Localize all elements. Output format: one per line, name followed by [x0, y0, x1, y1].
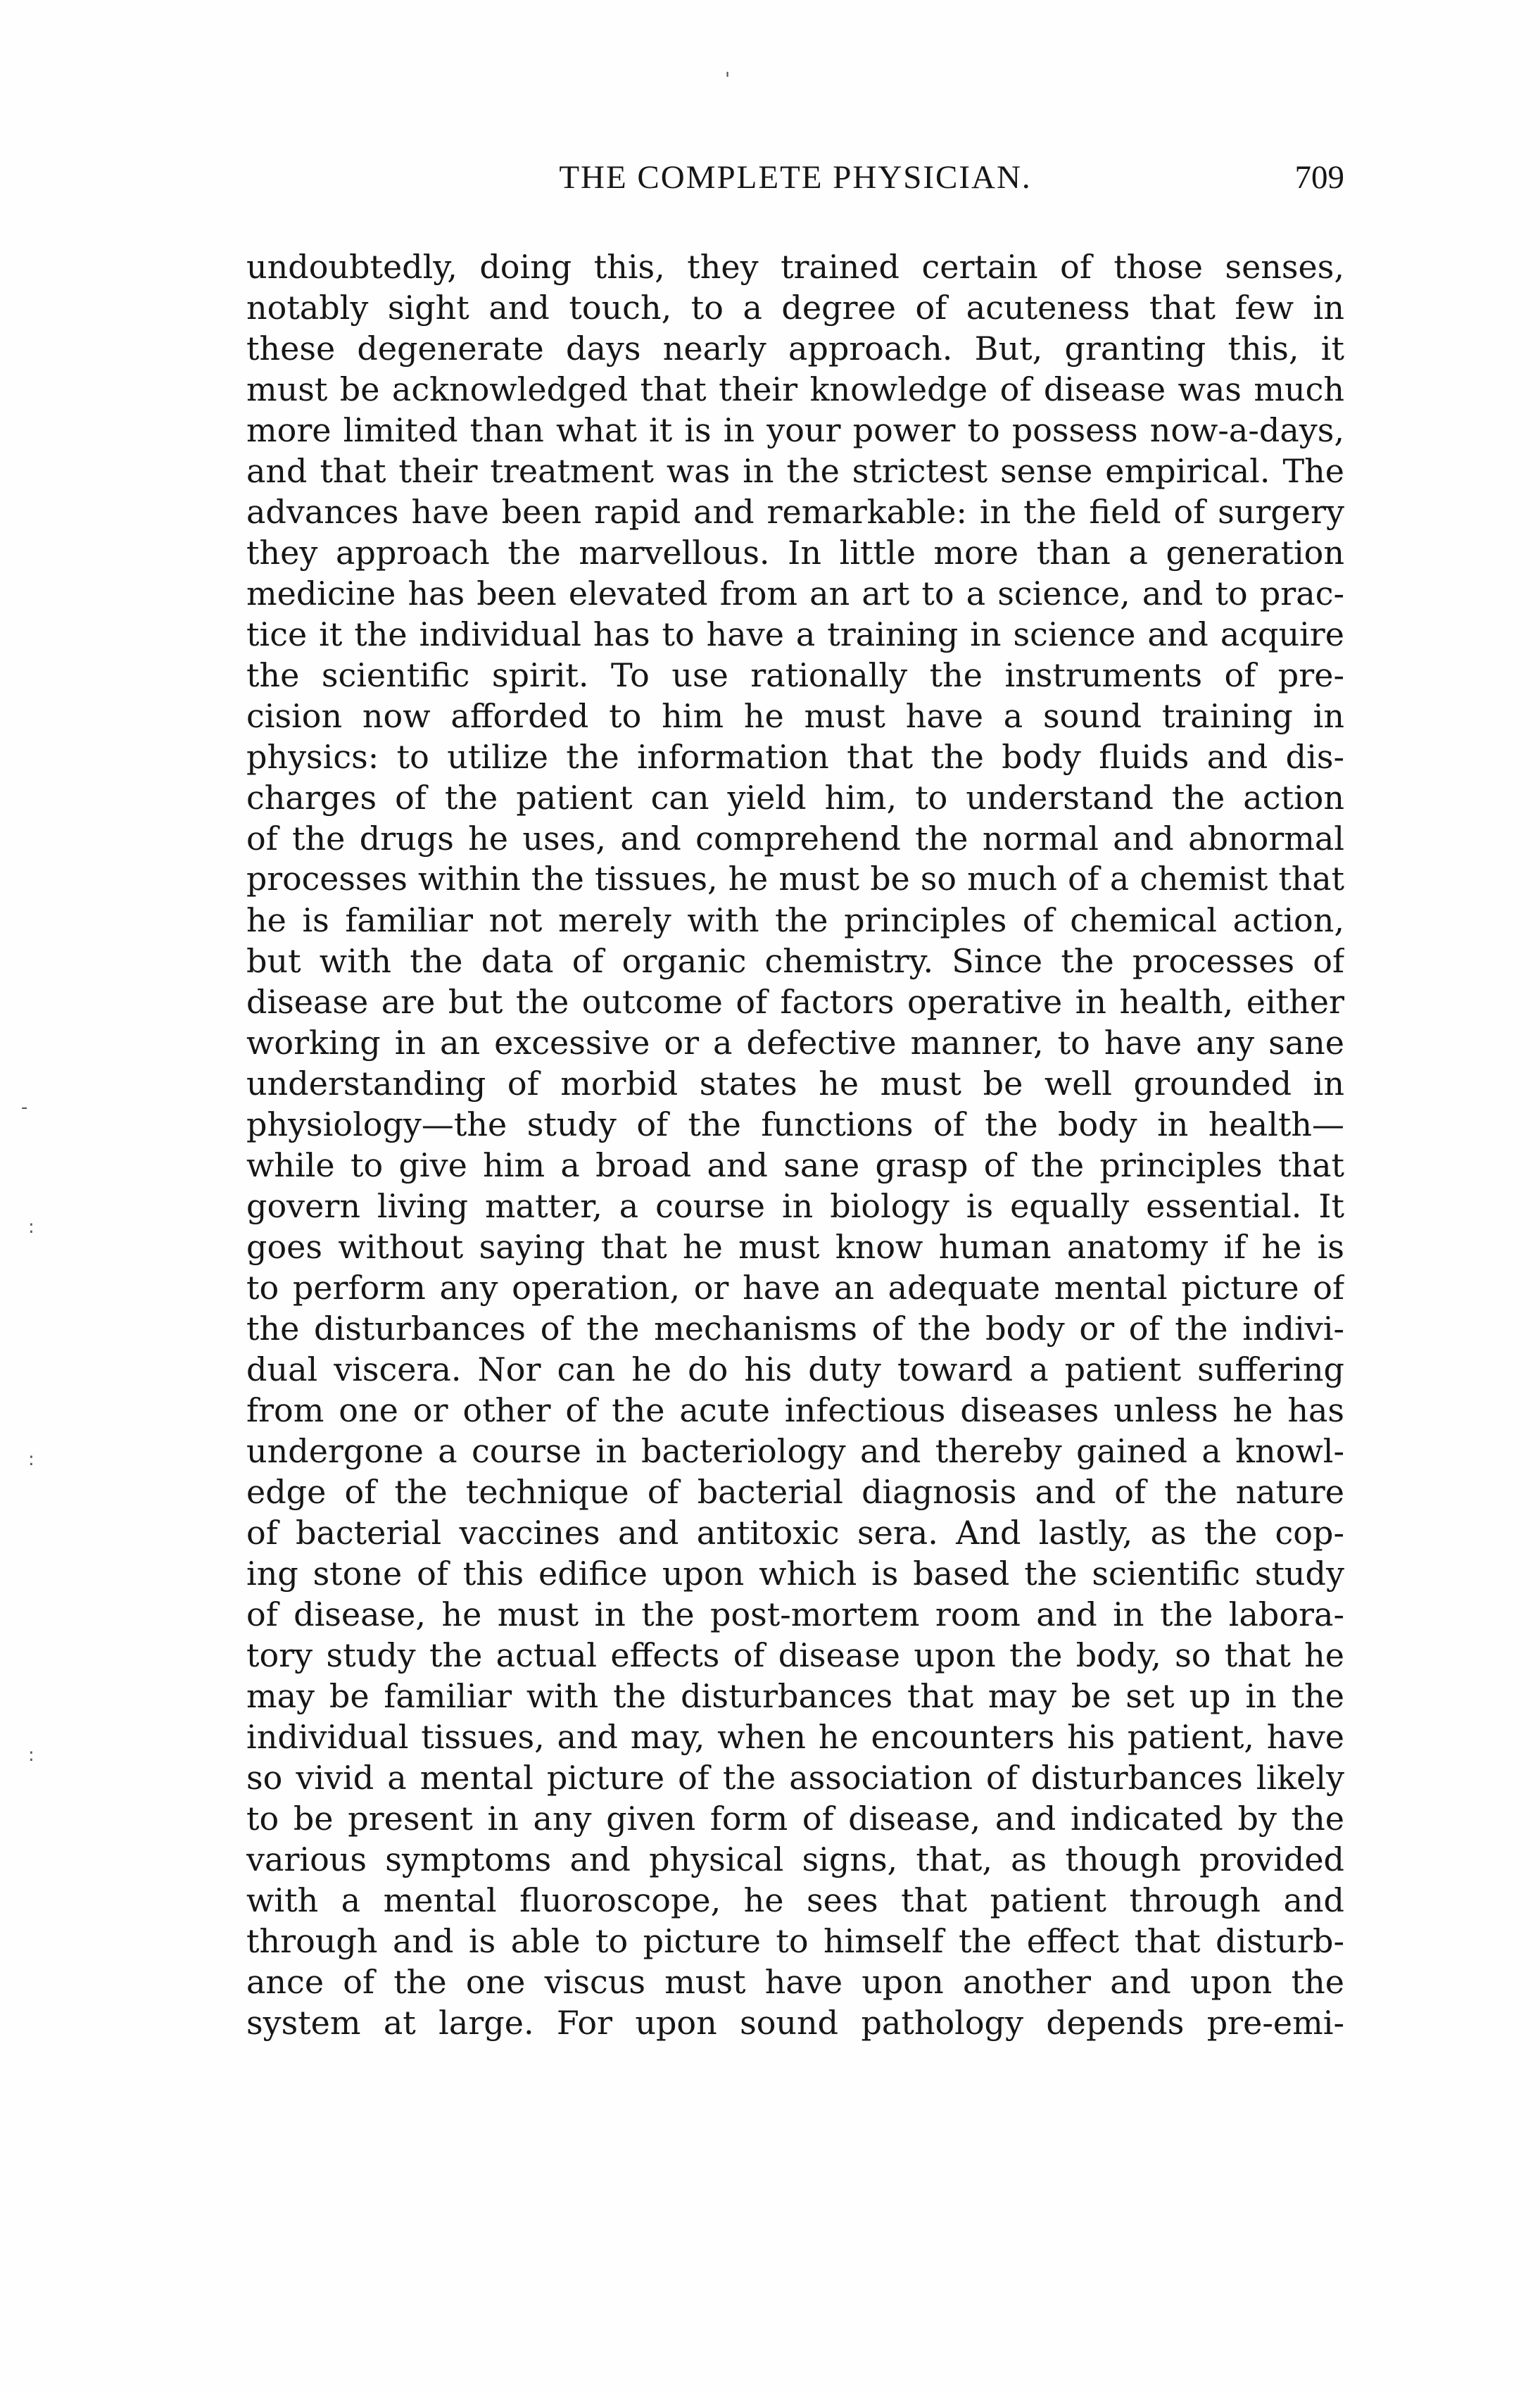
text-line: while to give him a broad and sane grasp of the principles that — [246, 1146, 1344, 1184]
text-line: of disease, he must in the post-mortem room and in the labora- — [246, 1595, 1344, 1633]
text-line: through and is able to picture to himself the effect that disturb- — [246, 1922, 1344, 1960]
scan-speck: : — [28, 1449, 34, 1470]
text-line: more limited than what it is in your power to possess now-a-days, — [246, 411, 1344, 449]
text-line: so vivid a mental picture of the association of disturbances likely — [246, 1759, 1344, 1797]
text-line: notably sight and touch, to a degree of acuteness that few in — [246, 289, 1344, 327]
scan-speck: - — [21, 1097, 28, 1118]
text-line: medicine has been elevated from an art to a science, and to prac- — [246, 575, 1344, 613]
text-line: disease are but the outcome of factors operative in health, either — [246, 983, 1344, 1021]
text-line-last: system at large. For upon sound pathology depends pre-emi- — [246, 2004, 1344, 2042]
text-line: and that their treatment was in the strictest sense empirical. The — [246, 452, 1344, 490]
text-line: of bacterial vaccines and antitoxic sera. And lastly, as the cop- — [246, 1514, 1344, 1552]
text-line: ing stone of this edifice upon which is based the scientific study — [246, 1555, 1344, 1593]
scan-speck: : — [28, 1217, 34, 1238]
text-line: to be present in any given form of disease, and indicated by the — [246, 1800, 1344, 1838]
text-line: govern living matter, a course in biology is equally essential. It — [246, 1187, 1344, 1225]
text-line: ance of the one viscus must have upon another and upon the — [246, 1963, 1344, 2001]
running-head — [246, 156, 1344, 199]
text-line: charges of the patient can yield him, to understand the action — [246, 779, 1344, 817]
text-line: tice it the individual has to have a training in science and acquire — [246, 615, 1344, 653]
text-line: tory study the actual effects of disease upon the body, so that he — [246, 1636, 1344, 1674]
text-line: individual tissues, and may, when he encounters his patient, have — [246, 1718, 1344, 1756]
text-line: understanding of morbid states he must be well grounded in — [246, 1065, 1344, 1103]
scan-speck: : — [28, 1745, 34, 1766]
text-line: with a mental fluoroscope, he sees that patient through and — [246, 1881, 1344, 1919]
text-line: to perform any operation, or have an adequate mental picture of — [246, 1269, 1344, 1307]
page-number: 709 — [1294, 159, 1344, 196]
text-line: various symptoms and physical signs, that, as though provided — [246, 1840, 1344, 1878]
text-line: may be familiar with the disturbances that may be set up in the — [246, 1677, 1344, 1715]
text-line: cision now afforded to him he must have a sound training in — [246, 697, 1344, 735]
text-line: he is familiar not merely with the principles of chemical action, — [246, 901, 1344, 939]
text-line: dual viscera. Nor can he do his duty toward a patient suffering — [246, 1350, 1344, 1388]
scan-speck: ' — [725, 69, 731, 90]
running-title: THE COMPLETE PHYSICIAN. — [559, 159, 1032, 196]
text-line: advances have been rapid and remarkable: in the field of surgery — [246, 493, 1344, 531]
text-line: of the drugs he uses, and comprehend the normal and abnormal — [246, 820, 1344, 858]
text-line: goes without saying that he must know human anatomy if he is — [246, 1228, 1344, 1266]
text-line: the scientific spirit. To use rationally the instruments of pre- — [246, 656, 1344, 694]
text-line: must be acknowledged that their knowledge of disease was much — [246, 370, 1344, 408]
text-line: they approach the marvellous. In little more than a generation — [246, 534, 1344, 572]
text-line: undoubtedly, doing this, they trained certain of those senses, — [246, 248, 1344, 286]
text-line: physics: to utilize the information that the body fluids and dis- — [246, 738, 1344, 776]
text-line: but with the data of organic chemistry. Since the processes of — [246, 942, 1344, 980]
text-line: undergone a course in bacteriology and thereby gained a knowl- — [246, 1432, 1344, 1470]
text-line: from one or other of the acute infectious diseases unless he has — [246, 1391, 1344, 1429]
text-line: these degenerate days nearly approach. But, granting this, it — [246, 330, 1344, 368]
text-line: physiology—the study of the functions of the body in health— — [246, 1105, 1344, 1143]
text-line: the disturbances of the mechanisms of the body or of the indivi- — [246, 1310, 1344, 1348]
body-text — [246, 246, 1344, 2043]
text-line: processes within the tissues, he must be so much of a chemist that — [246, 860, 1344, 898]
text-line: working in an excessive or a defective manner, to have any sane — [246, 1024, 1344, 1062]
text-line: edge of the technique of bacterial diagnosis and of the nature — [246, 1473, 1344, 1511]
